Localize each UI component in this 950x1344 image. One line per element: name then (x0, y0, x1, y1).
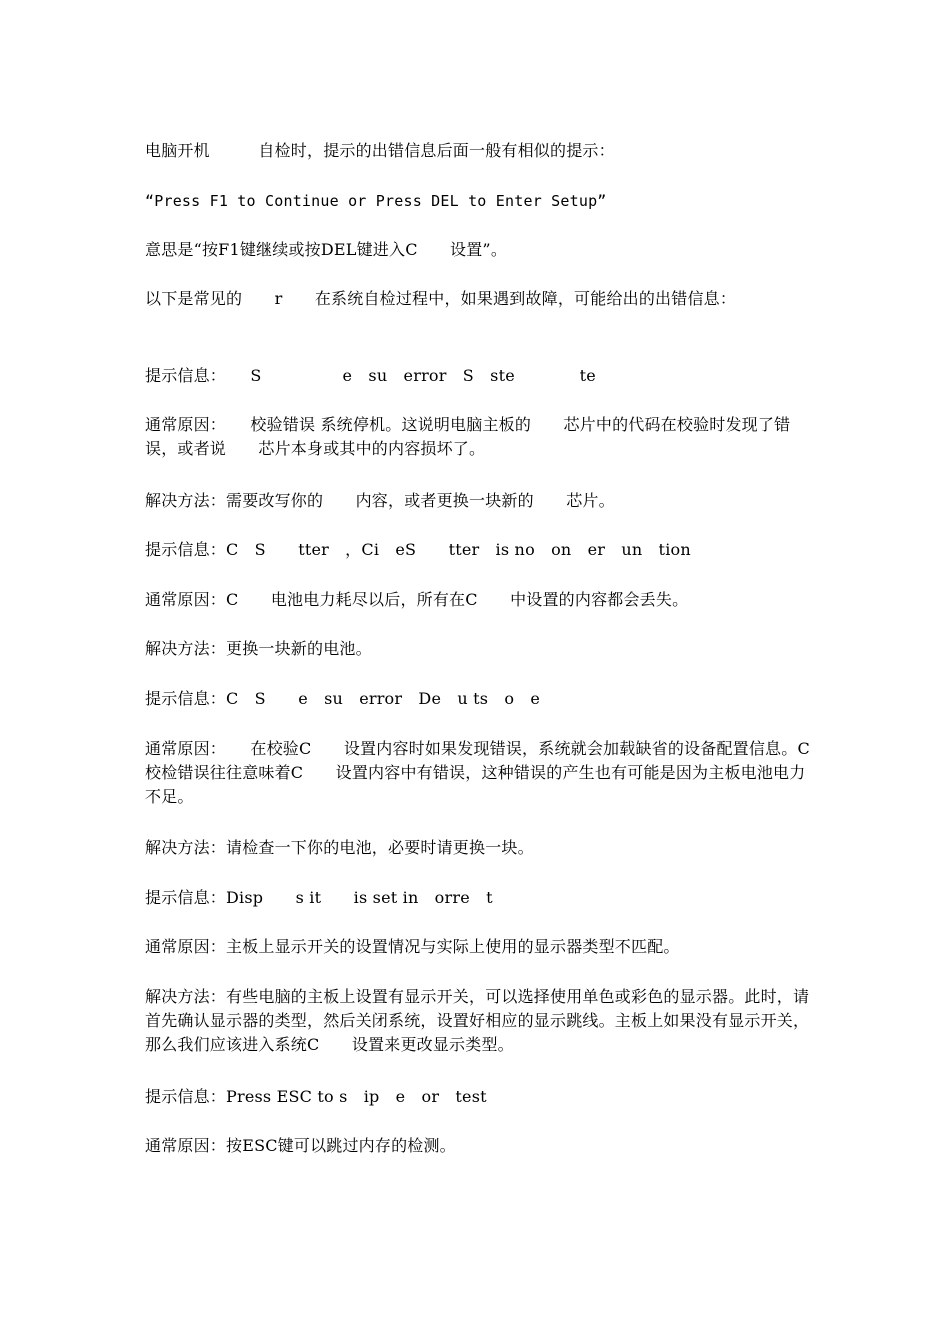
hint-1: 提示信息： S e su error S ste te (145, 366, 596, 385)
common-errors-intro: 以下是常见的 r 在系统自检过程中，如果遇到故障，可能给出的出错信息： (145, 289, 737, 308)
cause-3: 通常原因： 在校验C 设置内容时如果发现错误，系统就会加载缺省的设备配置信息。C 校检错误往往意味着C 设置内容中有错误，这种错误的产生也有可能是因为主板电池电力不足。 (145, 739, 843, 806)
cause-5: 通常原因：按ESC键可以跳过内存的检测。 (145, 1136, 456, 1155)
solution-2: 解决方法：更换一块新的电池。 (145, 639, 372, 658)
solution-1: 解决方法：需要改写你的 内容，或者更换一块新的 芯片。 (145, 491, 615, 510)
hint-5: 提示信息：Press ESC to s ip e or test (145, 1087, 487, 1106)
meaning-paragraph: 意思是“按F1键继续或按DEL键进入C 设置”。 (145, 240, 508, 259)
hint-2: 提示信息：C S tter ，Ci eS tter is no on er un tion (145, 540, 691, 559)
intro-paragraph: 电脑开机 自检时，提示的出错信息后面一般有相似的提示： (145, 141, 615, 160)
cause-2: 通常原因：C 电池电力耗尽以后，所有在C 中设置的内容都会丢失。 (145, 590, 689, 609)
hint-3: 提示信息：C S e su error De u ts o e (145, 689, 541, 708)
quoted-prompt: “Press F1 to Continue or Press DEL to Enter Setup” (145, 192, 607, 210)
solution-3: 解决方法：请检查一下你的电池，必要时请更换一块。 (145, 838, 534, 857)
hint-4: 提示信息：Disp s it is set in orre t (145, 888, 493, 907)
cause-4: 通常原因：主板上显示开关的设置情况与实际上使用的显示器类型不匹配。 (145, 937, 680, 956)
solution-4: 解决方法：有些电脑的主板上设置有显示开关，可以选择使用单色或彩色的显示器。此时，请首先确认显示器的类型，然后关闭系统，设置好相应的显示跳线。主板上如果没有显示开关，那么我们应该进入系统C 设置来更改显示类型。 (145, 987, 810, 1054)
cause-1: 通常原因： 校验错误 系统停机。这说明电脑主板的 芯片中的代码在校验时发现了错误，或者说 芯片本身或其中的内容损坏了。 (145, 415, 791, 458)
